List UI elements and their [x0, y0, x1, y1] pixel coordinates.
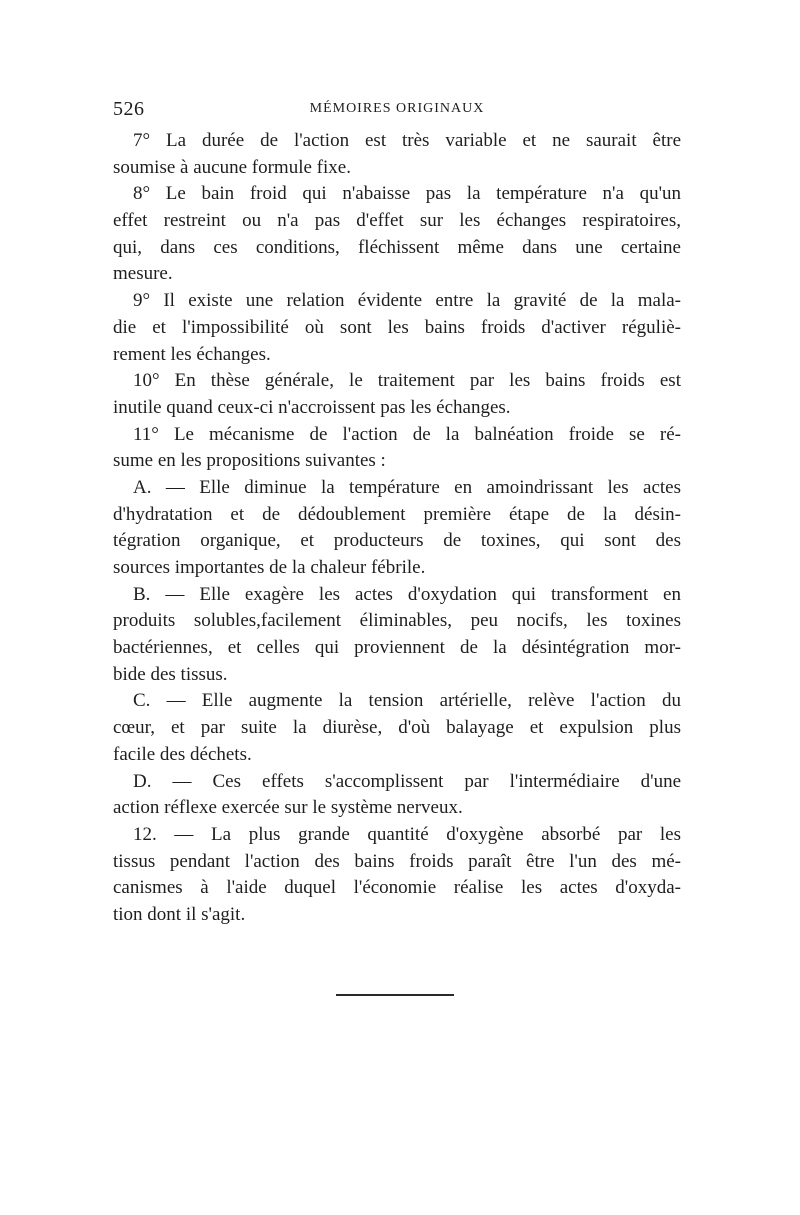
text-line: mesure.: [113, 263, 173, 285]
text-line: rement les échanges.: [113, 343, 271, 365]
text-line: 11° Le mécanisme de l'action de la balnéation froide se ré-: [133, 423, 681, 445]
text-line: C. — Elle augmente la tension artérielle, relève l'action du: [133, 690, 681, 712]
text-line: d'hydratation et de dédoublement première étape de la désin-: [113, 503, 681, 525]
text-line: 10° En thèse générale, le traitement par les bains froids est: [133, 370, 681, 392]
text-line: tion dont il s'agit.: [113, 903, 246, 925]
text-line: A. — Elle diminue la température en amoindrissant les actes: [133, 476, 681, 498]
page-number: 526: [113, 98, 145, 120]
text-line: tissus pendant l'action des bains froids paraît être l'un des mé-: [113, 850, 681, 872]
page-header: [113, 98, 681, 124]
text-line: effet restreint ou n'a pas d'effet sur les échanges respiratoires,: [113, 210, 681, 232]
text-line: inutile quand ceux-ci n'accroissent pas les échanges.: [113, 396, 511, 418]
text-line: sources importantes de la chaleur fébrile.: [113, 557, 426, 578]
text-line: canismes à l'aide duquel l'économie réalise les actes d'oxyda-: [113, 877, 681, 899]
text-line: D. — Ces effets s'accomplissent par l'intermédiaire d'une: [133, 770, 681, 792]
end-rule: [336, 994, 454, 996]
text-line: bactériennes, et celles qui proviennent de la désintégration mor-: [113, 637, 681, 659]
text-line: B. — Elle exagère les actes d'oxydation qui transforment en: [133, 583, 681, 605]
text-line: produits solubles,facilement éliminables, peu nocifs, les toxines: [113, 610, 681, 632]
text-line: 7° La durée de l'action est très variable et ne saurait être: [133, 130, 681, 151]
text-line: soumise à aucune formule fixe.: [113, 156, 351, 178]
text-line: cœur, et par suite la diurèse, d'où balayage et expulsion plus: [113, 717, 681, 739]
text-line: bide des tissus.: [113, 663, 228, 685]
body-text: [113, 128, 681, 929]
text-line: 12. — La plus grande quantité d'oxygène absorbé par les: [133, 823, 681, 845]
text-line: 8° Le bain froid qui n'abaisse pas la température n'a qu'un: [133, 183, 681, 205]
text-line: die et l'impossibilité où sont les bains froids d'activer réguliè-: [113, 316, 681, 338]
text-line: action réflexe exercée sur le système nerveux.: [113, 797, 463, 819]
text-line: 9° Il existe une relation évidente entre la gravité de la mala-: [133, 290, 681, 312]
running-head: MÉMOIRES ORIGINAUX: [309, 101, 485, 116]
text-line: facile des déchets.: [113, 743, 252, 765]
text-line: qui, dans ces conditions, fléchissent même dans une certaine: [113, 236, 681, 258]
text-line: tégration organique, et producteurs de toxines, qui sont des: [113, 530, 681, 552]
text-line: sume en les propositions suivantes :: [113, 450, 386, 472]
